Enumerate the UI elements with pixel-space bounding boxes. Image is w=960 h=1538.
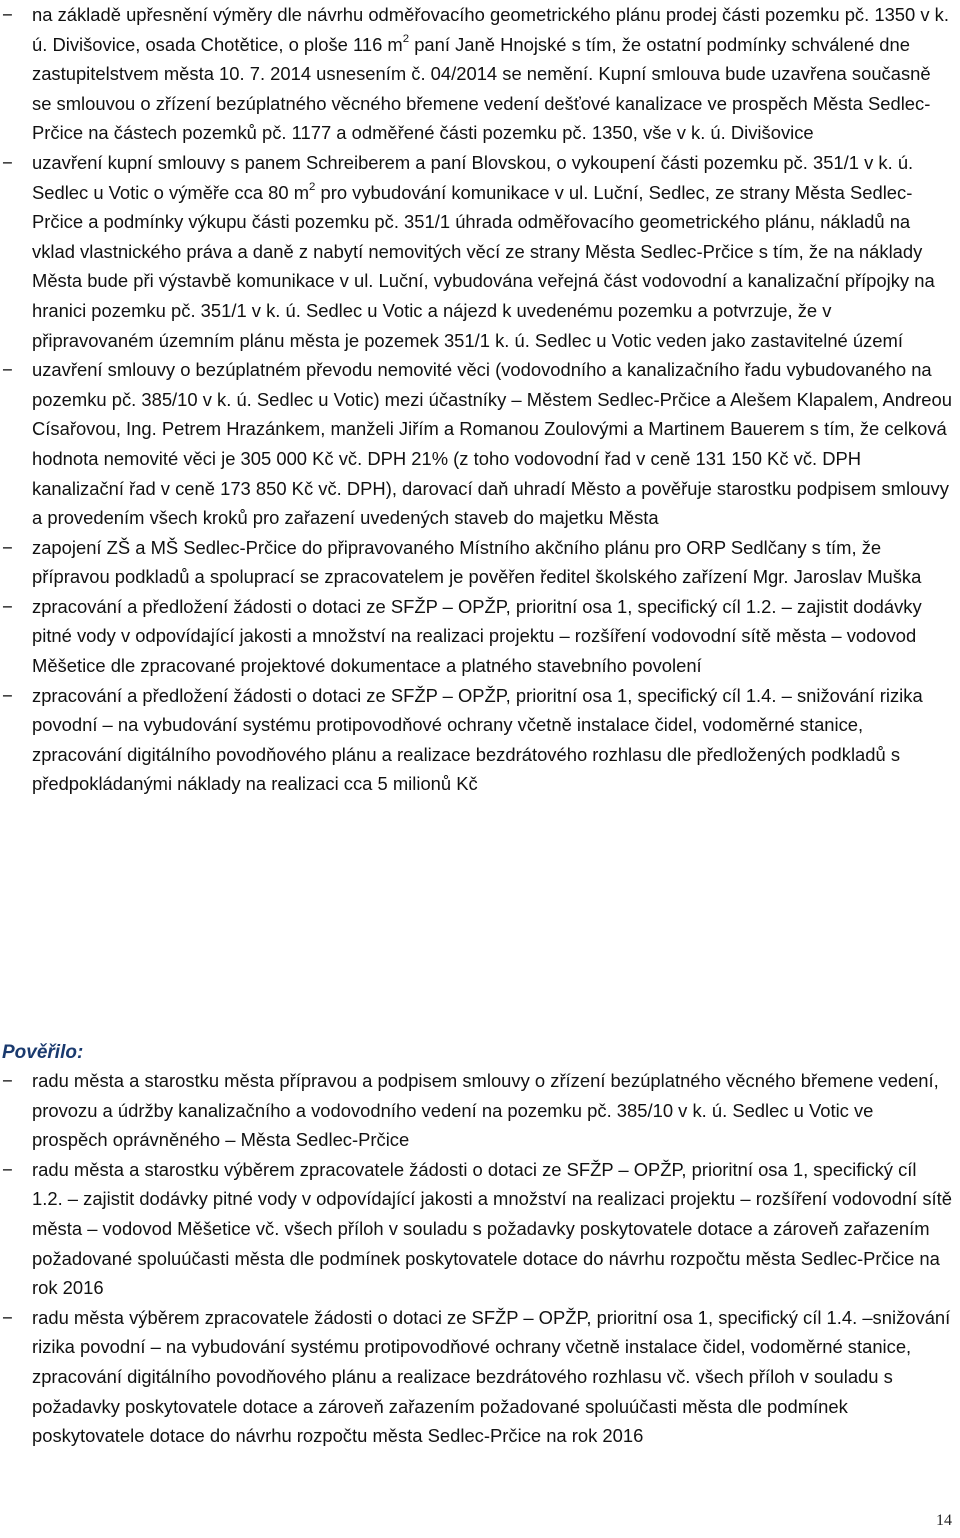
list-bullet: − (2, 359, 13, 381)
list-item (0, 1303, 952, 1451)
list-item (0, 148, 952, 355)
list-bullet: − (2, 1306, 13, 1328)
list-item (0, 681, 952, 799)
list-bullet: − (2, 151, 13, 173)
list-bullet: − (2, 684, 13, 706)
list-item-text: zpracování a předložení žádosti o dotaci ze SFŽP – OPŽP, prioritní osa 1, specifický cíl 1.4. – snižování rizika povodní – na vybudování systému protipovodňové ochrany včetně instalace čidel, vodoměrné stanice, zpracování digitálního povodňového plánu a realizace bezdrátového rozhlasu dle předložených podkladů s předpokládanými náklady na realizaci cca 5 milionů Kč (32, 684, 923, 795)
list-bullet: − (2, 1070, 13, 1091)
list-bullet: − (2, 536, 13, 558)
list-item (0, 355, 952, 533)
list-item (0, 533, 952, 592)
list-item-text: radu města a starostku města přípravou a podpisem smlouvy o zřízení bezúplatného věcného břemene vedení, provozu a údržby kanalizačního a vodovodního vedení na pozemku pč. 385/10 v k. ú. Sedlec u Votic ve prospěch oprávněného – Města Sedlec-Prčice (32, 1070, 939, 1151)
list-item-text: radu města a starostku výběrem zpracovatele žádosti o dotaci ze SFŽP – OPŽP, prioritní osa 1, specifický cíl 1.2. – zajistit dodávky pitné vody v odpovídající jakosti a množství na realizaci projektu – rozšíření vodovodní sítě města – vodovod Měšetice vč. všech příloh v souladu s požadavky poskytovatele dotace a zároveň zařazením požadované spoluúčasti města dle podmínek poskytovatele dotace do návrhu rozpočtu města Sedlec-Prčice na rok 2016 (32, 1158, 953, 1299)
list-bullet: − (2, 595, 13, 617)
superscript: 2 (309, 181, 316, 194)
list-item-text: uzavření smlouvy o bezúplatném převodu nemovité věci (vodovodního a kanalizačního řadu vybudovaného na pozemku pč. 385/10 v k. ú. Sedlec u Votic) mezi účastníky – Městem Sedlec-Prčice a Alešem Klapalem, Andreou Císařovou, Ing. Petrem Hrazánkem, manželi Jiřím a Romanou Zoulovými a Martinem Bauerem s tím, že celková hodnota nemovité věci je 305 000 Kč vč. DPH 21% (z toho vodovodní řad v ceně 131 150 Kč vč. DPH kanalizační řad v ceně 173 850 Kč vč. DPH), darovací daň uhradí Město a pověřuje starostku podpisem smlouvy a provedením všech kroků pro zařazení uvedených staveb do majetku Města (32, 359, 952, 529)
list-item (0, 0, 952, 148)
list-bullet: − (2, 4, 13, 25)
section-heading: Pověřilo: (2, 1042, 84, 1063)
list-item-text-cont: paní Janě Hnojské s tím, že ostatní podmínky schválené dne zastupitelstvem města 10. 7. 2014 usnesením č. 04/2014 se nemění. Kupní smlouva bude uzavřena současně se smlouvou o zřízení bezúplatného věcného břemene vedení dešťové kanalizace ve prospěch Města Sedlec-Prčice na částech pozemků pč. 1177 a odměřené části pozemku pč. 1350, vše v k. ú. Divišovice (32, 33, 931, 144)
list-item (0, 1066, 952, 1155)
list-item-text: zapojení ZŠ a MŠ Sedlec-Prčice do připravovaného Místního akčního plánu pro ORP Sedlčany s tím, že přípravou podkladů a spoluprací se zpracovatelem je pověřen ředitel školského zařízení Mgr. Jaroslav Muška (32, 536, 922, 588)
list-item-text: zpracování a předložení žádosti o dotaci ze SFŽP – OPŽP, prioritní osa 1, specifický cíl 1.2. – zajistit dodávky pitné vody v odpovídající jakosti a množství na realizaci projektu – rozšíření vodovodní sítě města – vodovod Měšetice dle zpracované projektové dokumentace a platného stavebního povolení (32, 595, 922, 677)
authorization-list (0, 1066, 952, 1451)
list-bullet: − (2, 1158, 13, 1180)
page-number: 14 (936, 1512, 952, 1529)
list-item (0, 1155, 952, 1303)
superscript: 2 (402, 33, 410, 46)
list-item-text: na základě upřesnění výměry dle návrhu odměřovacího geometrického plánu prodej části pozemku pč. 1350 v k. ú. Divišovice, osada Chotětice, o ploše 116 m (32, 4, 949, 55)
list-item-text-cont: pro vybudování komunikace v ul. Luční, Sedlec, ze strany Města Sedlec-Prčice a podmínky výkupu části pozemku pč. 351/1 úhrada odměřovacího geometrického plánu, nákladů na vklad vlastnického práva a daně z nabytí nemovitých věcí ze strany Města Sedlec-Prčice s tím, že na náklady Města bude při výstavbě komunikace v ul. Luční, vybudována veřejná část vodovodní a kanalizační přípojky na hranici pozemku pč. 351/1 v k. ú. Sedlec u Votic a nájezd k uvedenému pozemku a potvrzuje, že v připravovaném územním plánu města je pozemek 351/1 k. ú. Sedlec u Votic veden jako zastavitelné území (32, 181, 935, 351)
list-item (0, 592, 952, 681)
list-item-text: radu města výběrem zpracovatele žádosti o dotaci ze SFŽP – OPŽP, prioritní osa 1, specifický cíl 1.4. –snižování rizika povodní – na vybudování systému protipovodňové ochrany včetně instalace čidel, vodoměrné stanice, zpracování digitálního povodňového plánu a realizace bezdrátového rozhlasu vč. všech příloh v souladu s požadavky poskytovatele dotace a zároveň zařazením požadované spoluúčasti města dle podmínek poskytovatele dotace do návrhu rozpočtu města Sedlec-Prčice na rok 2016 (32, 1306, 951, 1447)
list-item-text: uzavření kupní smlouvy s panem Schreiberem a paní Blovskou, o vykoupení části pozemku pč. 351/1 v k. ú. Sedlec u Votic o výměře cca 80 m (32, 151, 914, 203)
